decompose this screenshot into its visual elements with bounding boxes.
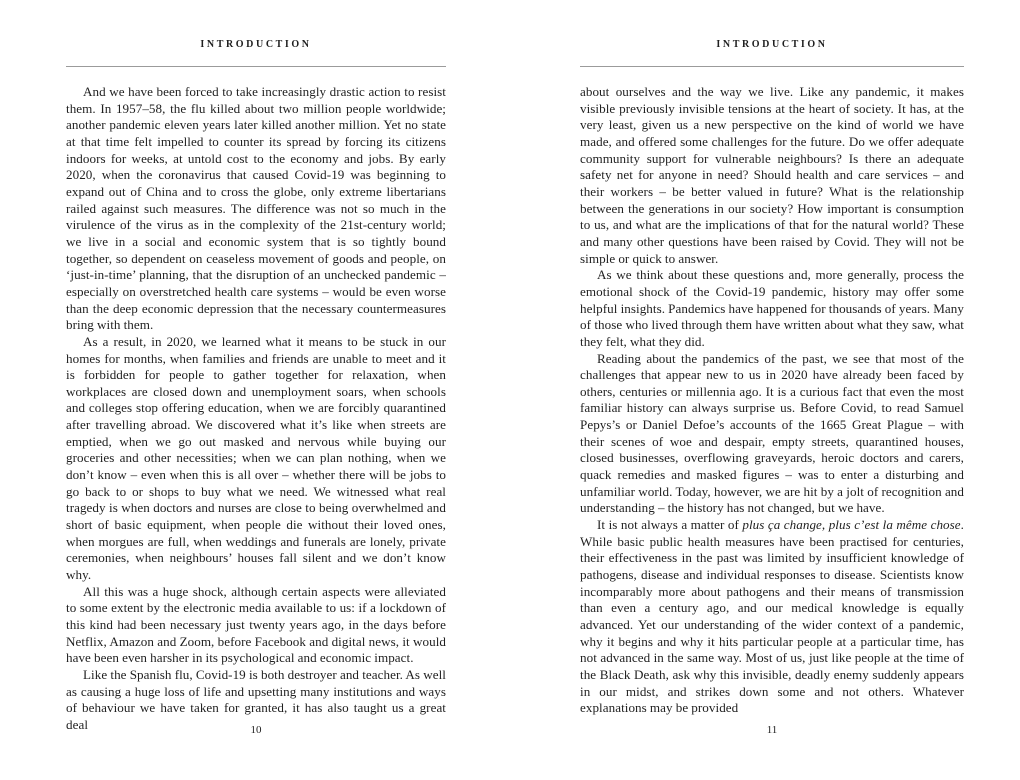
paragraph — [66, 84, 446, 334]
header-rule-left — [66, 66, 446, 67]
paragraph — [580, 517, 964, 717]
page-body-right — [580, 84, 964, 717]
text-run: about ourselves and the way we live. Like any pandemic, it makes visible previously invisible tensions at the heart of society. It has, at the very least, given us a new perspective on the kind of world we have made, and offered some challenges for the future. Do we offer adequate community support for vulnerable neighbours? Is there an adequate safety net for anyone in need? Should health and care services – and their workers – be better valued in future? What is the relationship between the generations in our society? How important is consumption to us, and what are the implications of that for the natural world? These and many other questions have been raised by Covid. They will not be simple or quick to answer. — [580, 84, 964, 266]
page-number-right: 11 — [766, 724, 778, 736]
page-left — [66, 0, 446, 780]
paragraph — [66, 584, 446, 667]
header-rule-right — [580, 66, 964, 67]
paragraph — [66, 334, 446, 584]
paragraph — [580, 267, 964, 350]
text-run: And we have been forced to take increasingly drastic action to resist them. In 1957–58, the flu killed about two million people worldwide; another pandemic eleven years later killed another million. Yet no state at that time felt impelled to counter its spread by forcing its citizens indoors for weeks, at untold cost to the economy and jobs. By early 2020, when the coronavirus that caused Covid-19 was beginning to expand out of China and to cross the globe, only extreme libertarians railed against such measures. The difference was not so much in the virulence of the virus as in the complexity of the 21st-century world; we live in a social and economic system that is so tightly bound together, so dependent on ceaseless movement of goods and people, on ‘just-in-time’ planning, that the disruption of an unchecked pandemic – especially on overstretched health care systems – would be even worse than the deep economic depression that the necessary countermeasures bring with them. — [66, 84, 446, 333]
text-run: All this was a huge shock, although certain aspects were alleviated to some extent by the electronic media available to us: if a lockdown of this kind had been necessary just twenty years ago, in the days before Netflix, Amazon and Zoom, before Facebook and digital news, it would have been even harsher in its psychological and economic impact. — [66, 583, 446, 666]
text-run: It is not always a matter of — [597, 517, 743, 533]
paragraph — [580, 84, 964, 267]
text-run: As a result, in 2020, we learned what it means to be stuck in our homes for months, when families and friends are unable to meet and it is forbidden for people to gather together for relaxation, when workplaces are closed down and unemployment soars, when schools and colleges stop offering education, when we are forcibly quarantined after travelling abroad. We discovered what it’s like when streets are emptied, when we go out masked and nervous while buying our groceries and other necessities; when we can plan nothing, when we don’t know – even when this is all over – whether there will be jobs to go back to or shops to buy what we need. We witnessed what real tragedy is when doctors and nurses are close to being overwhelmed and short of basic equipment, when people die without their loved ones, when morgues are full, when weddings and funerals are lonely, private ceremonies, when neighbours’ houses fall silent and we don’t know why. — [66, 333, 446, 583]
page-number-left: 10 — [250, 724, 262, 736]
page-right — [580, 0, 964, 780]
running-head-left: INTRODUCTION — [200, 39, 312, 50]
text-run: As we think about these questions and, more generally, process the emotional shock of the Covid-19 pandemic, history may offer some helpful insights. Pandemics have happened for thousands of years. Many of those who lived through them have written about what they saw, what they felt, what they did. — [580, 267, 964, 349]
text-run: . While basic public health measures have been practised for centuries, their effectiveness in the past was limited by insufficient knowledge of pathogens, disease and individual responses to disease. Scientists know incomparably more about pathogens and their means of transmission than even a century ago, and our medical knowledge is equally advanced. Yet our understanding of the wider context of a pandemic, why it begins and why it hits particular people at a particular time, has not advanced in the same way. Most of us, just like people at the time of the Black Death, ask why this invisible, deadly enemy suddenly appears in our midst, and strikes down some and not others. Whatever explanations may be provided — [580, 517, 964, 716]
running-head-right: INTRODUCTION — [716, 39, 828, 50]
page-body-left — [66, 84, 446, 734]
italic-text-run: plus ça change, plus c’est la même chose — [742, 517, 961, 533]
text-run: Like the Spanish flu, Covid-19 is both destroyer and teacher. As well as causing a huge loss of life and upsetting many institutions and ways of behaviour we have taken for granted, it has also taught us a great deal — [66, 666, 446, 732]
paragraph — [580, 351, 964, 518]
text-run: Reading about the pandemics of the past, we see that most of the challenges that appear new to us in 2020 have already been faced by others, centuries or millennia ago. It is a curious fact that even the most familiar history can always surprise us. Before Covid, to read Samuel Pepys’s or Daniel Defoe’s accounts of the 1665 Great Plague – with their scenes of woe and despair, empty streets, quarantined houses, closed businesses, overflowing graveyards, heroic doctors and carers, quack remedies and masked figures – was to enter a disturbing and unfamiliar world. Today, however, we are hit by a jolt of recognition and understanding – the history has not changed, but we have. — [580, 350, 964, 516]
